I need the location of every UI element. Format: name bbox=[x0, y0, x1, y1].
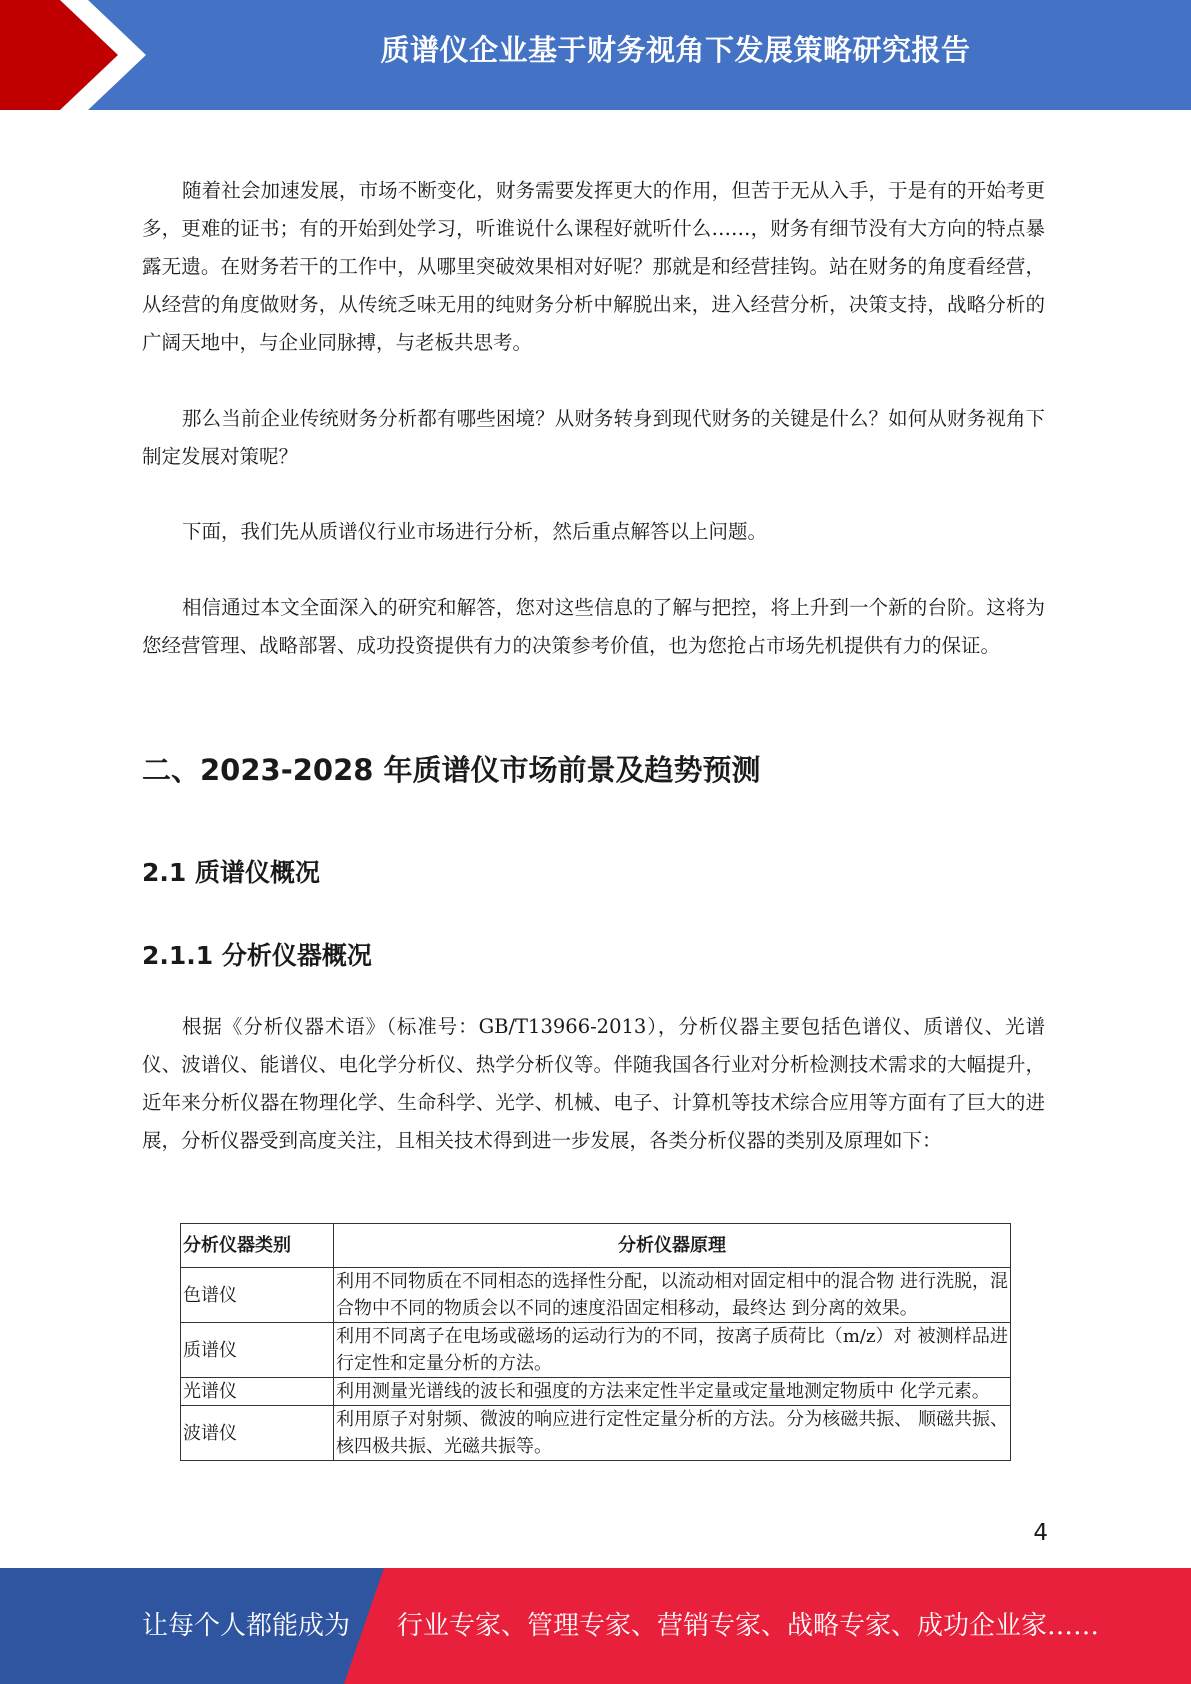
paragraph-2: 那么当前企业传统财务分析都有哪些困境？从财务转身到现代财务的关键是什么？如何从财务视角下制定发展对策呢？ bbox=[142, 407, 1045, 468]
table-cell-principle: 利用原子对射频、微波的响应进行定性定量分析的方法。分为核磁共振、 顺磁共振、核四极共振、光磁共振等。 bbox=[334, 1406, 1011, 1461]
table-cell-category: 质谱仪 bbox=[181, 1323, 334, 1378]
intro-paragraph: 根据《分析仪器术语》（标准号：GB/T13966-2013），分析仪器主要包括色谱仪、质谱仪、光谱仪、波谱仪、能谱仪、电化学分析仪、热学分析仪等。伴随我国各行业对分析检测技术需求的大幅提升，近年来分析仪器在物理化学、生命科学、光学、机械、电子、计算机等技术综合应用等方面有了巨大的进展，分析仪器受到高度关注，且相关技术得到进一步发展，各类分析仪器的类别及原理如下： bbox=[142, 1015, 1045, 1152]
table-cell-category: 波谱仪 bbox=[181, 1406, 334, 1461]
header-chevron-decoration bbox=[0, 0, 160, 110]
paragraph-3: 下面，我们先从质谱仪行业市场进行分析，然后重点解答以上问题。 bbox=[182, 520, 768, 543]
table-row bbox=[181, 1323, 1011, 1378]
table-cell-category: 色谱仪 bbox=[181, 1268, 334, 1323]
page-footer bbox=[0, 1568, 1191, 1684]
table-row bbox=[181, 1406, 1011, 1461]
table-header-category: 分析仪器类别 bbox=[181, 1224, 334, 1268]
table-row bbox=[181, 1378, 1011, 1406]
page-number: 4 bbox=[1033, 1520, 1048, 1546]
subsubsection-heading: 2.1.1 分析仪器概况 bbox=[142, 941, 372, 970]
table-row bbox=[181, 1268, 1011, 1323]
table-cell-principle: 利用不同离子在电场或磁场的运动行为的不同，按离子质荷比（m/z）对 被测样品进行定性和定量分析的方法。 bbox=[334, 1323, 1011, 1378]
section-heading: 二、2023-2028 年质谱仪市场前景及趋势预测 bbox=[142, 753, 761, 787]
paragraph-4: 相信通过本文全面深入的研究和解答，您对这些信息的了解与把控，将上升到一个新的台阶。这将为您经营管理、战略部署、成功投资提供有力的决策参考价值，也为您抢占市场先机提供有力的保证。 bbox=[142, 596, 1045, 657]
footer-slogan-right: 行业专家、管理专家、营销专家、战略专家、成功企业家…… bbox=[397, 1611, 1100, 1641]
paragraph-1: 随着社会加速发展，市场不断变化，财务需要发挥更大的作用，但苦于无从入手，于是有的开始考更多，更难的证书；有的开始到处学习，听谁说什么课程好就听什么……，财务有细节没有大方向的特点暴露无遗。在财务若干的工作中，从哪里突破效果相对好呢？那就是和经营挂钩。站在财务的角度看经营，从经营的角度做财务，从传统乏味无用的纯财务分析中解脱出来，进入经营分析，决策支持，战略分析的广阔天地中，与企业同脉搏，与老板共思考。 bbox=[142, 179, 1045, 354]
instrument-table bbox=[180, 1223, 1011, 1461]
header-title: 质谱仪企业基于财务视角下发展策略研究报告 bbox=[380, 33, 971, 67]
subsection-heading: 2.1 质谱仪概况 bbox=[142, 858, 320, 887]
table-cell-principle: 利用不同物质在不同相态的选择性分配，以流动相对固定相中的混合物 进行洗脱，混合物中不同的物质会以不同的速度沿固定相移动，最终达 到分离的效果。 bbox=[334, 1268, 1011, 1323]
footer-slogan-left: 让每个人都能成为 bbox=[142, 1611, 351, 1641]
table-header-principle: 分析仪器原理 bbox=[334, 1224, 1011, 1268]
page-header bbox=[0, 0, 1191, 110]
table-cell-category: 光谱仪 bbox=[181, 1378, 334, 1406]
table-cell-principle: 利用测量光谱线的波长和强度的方法来定性半定量或定量地测定物质中 化学元素。 bbox=[334, 1378, 1011, 1406]
table-header-row bbox=[181, 1224, 1011, 1268]
